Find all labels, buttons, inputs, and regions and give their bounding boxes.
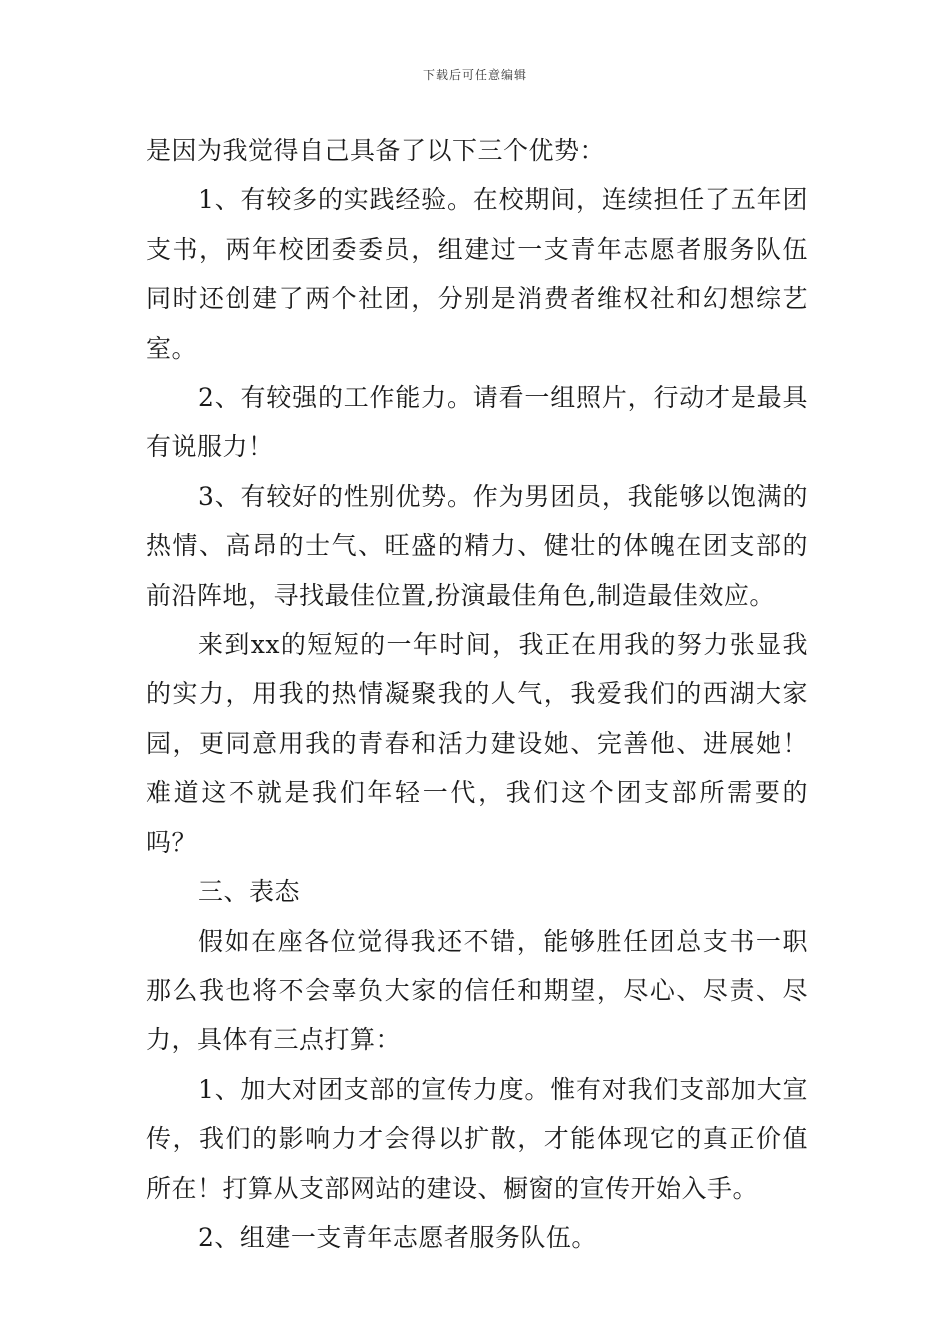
paragraph: 2、有较强的工作能力。请看一组照片，行动才是最具有说服力！	[146, 383, 808, 462]
paragraph: 假如在座各位觉得我还不错，能够胜任团总支书一职那么我也将不会辜负大家的信任和期望，尽心、尽责、尽力，具体有三点打算：	[146, 926, 808, 1055]
section-heading: 三、表态	[198, 877, 301, 907]
paragraph: 2、组建一支青年志愿者服务队伍。	[198, 1222, 597, 1252]
paragraph: 3、有较好的性别优势。作为男团员，我能够以饱满的热情、高昂的士气、旺盛的精力、健壮的体魄在团支部的前沿阵地，寻找最佳位置,扮演最佳角色,制造最佳效应。	[146, 481, 808, 610]
paragraph: 来到xx的短短的一年时间，我正在用我的努力张显我的实力，用我的热情凝聚我的人气，我爱我们的西湖大家园，更同意用我的青春和活力建设她、完善他、进展她！难道这不就是我们年轻一代，我们这个团支部所需要的吗？	[146, 630, 808, 857]
document-body	[146, 126, 808, 1262]
paragraph: 1、加大对团支部的宣传力度。惟有对我们支部加大宣传，我们的影响力才会得以扩散，才能体现它的真正价值所在！打算从支部网站的建设、橱窗的宣传开始入手。	[146, 1074, 808, 1203]
paragraph: 是因为我觉得自己具备了以下三个优势：	[146, 136, 606, 165]
header-note: 下载后可任意编辑	[422, 68, 527, 82]
paragraph: 1、有较多的实践经验。在校期间，连续担任了五年团支书，两年校团委委员，组建过一支青年志愿者服务队伍同时还创建了两个社团，分别是消费者维权社和幻想综艺室。	[146, 185, 808, 363]
